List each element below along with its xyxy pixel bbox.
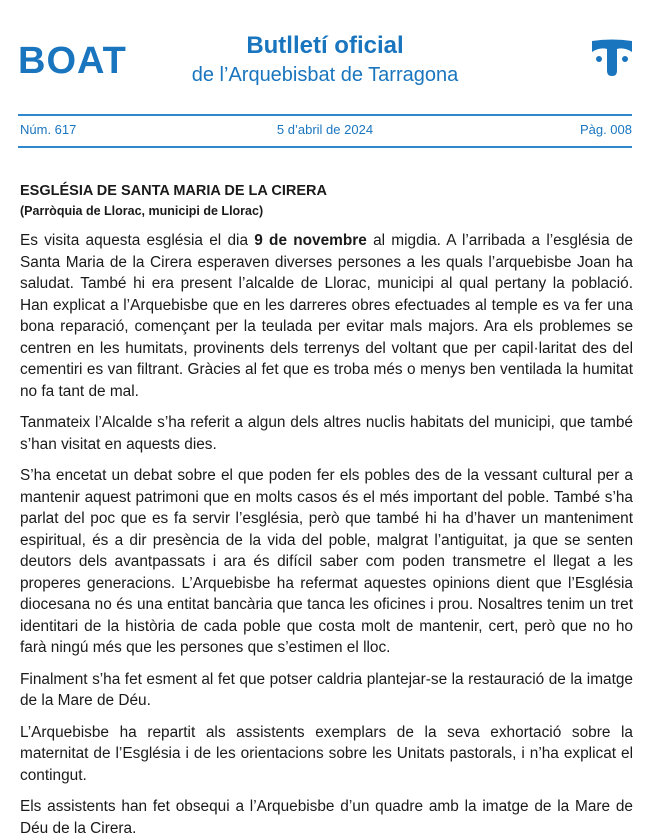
issue-number: Núm. 617 (20, 122, 77, 137)
boat-logo: BOAT (18, 40, 127, 82)
paragraph-1 (20, 230, 633, 402)
paragraph-4: Finalment s’ha fet esment al fet que potser caldria plantejar-se la restauració de la imatge de la Mare de Déu. (20, 670, 633, 709)
visit-date: 9 de novembre (254, 232, 367, 249)
page-number: Pàg. 008 (579, 122, 632, 137)
paragraph-1-start: Es visita aquesta església el dia (20, 232, 255, 249)
paragraph-6: Els assistents han fet obsequi a l’Arquebisbe d’un quadre amb la imatge de la Mare de Déu de la Cirera. (20, 798, 633, 837)
bulletin-subtitle: de l’Arquebisbat de Tarragona (191, 64, 459, 86)
paragraph-2: Tanmateix l’Alcalde s’ha referit a algun dels altres nuclis habitats del municipi, que també s’han visitat en aquests dies. (20, 414, 633, 453)
header-rule-top (18, 114, 632, 116)
article-heading: ESGLÉSIA DE SANTA MARIA DE LA CIRERA (20, 183, 327, 199)
article (20, 182, 633, 839)
bulletin-title: Butlletí oficial (246, 32, 404, 59)
paragraph-1-rest: al migdia. A l’arribada a l’església de Santa Maria de la Cirera esperaven diverses persones a les quals l’arquebisbe Joan ha saludat. També hi era present l’alcalde de Llorac, municipi al qual pertany la població. Han explicat a l’Arquebisbe que en les darreres obres efectuades al temple es va fer una bona reparació, començant per la teulada per evitar mals majors. Ara els problemes se centren en les humitats, provinents dels terrenys del voltant que per capil·laritat des del cementiri es van filtrant. Gràcies al fet que es troba més o menys ben ventilada la humitat no fa tant de mal. (20, 232, 633, 400)
tau-cross-emblem-icon (590, 38, 634, 78)
header-rule-bottom (18, 146, 632, 148)
article-subheading: (Parròquia de Llorac, municipi de Llorac) (20, 204, 264, 218)
paragraph-3: S’ha encetat un debat sobre el que poden fer els pobles des de la vessant cultural per a mantenir aquest patrimoni que en molts casos és el més important del poble. També s’ha parlat del poc que es fa servir l’església, però que també hi ha d’haver un manteniment espiritual, és a dir presència de la vida del poble, malgrat l’antiguitat, ja que se senten deutors dels avantpassats i ara és difícil saber com poden transmetre el llegat a les properes generacions. L’Arquebisbe ha refermat aquestes opinions dient que l’Església diocesana no és una entitat bancària que tanca les oficines i prou. Nosaltres tenim un tret identitari de la història de cada poble que costa molt de mantenir, cert, però que no ho farà ningú més que les persones que s’estimen el lloc. (20, 467, 633, 656)
issue-date: 5 d’abril de 2024 (276, 122, 374, 137)
paragraph-5: L’Arquebisbe ha repartit als assistents exemplars de la seva exhortació sobre la maternitat de l’Església i de les orientacions sobre les Unitats pastorals, i n’ha explicat el contingut. (20, 723, 633, 784)
